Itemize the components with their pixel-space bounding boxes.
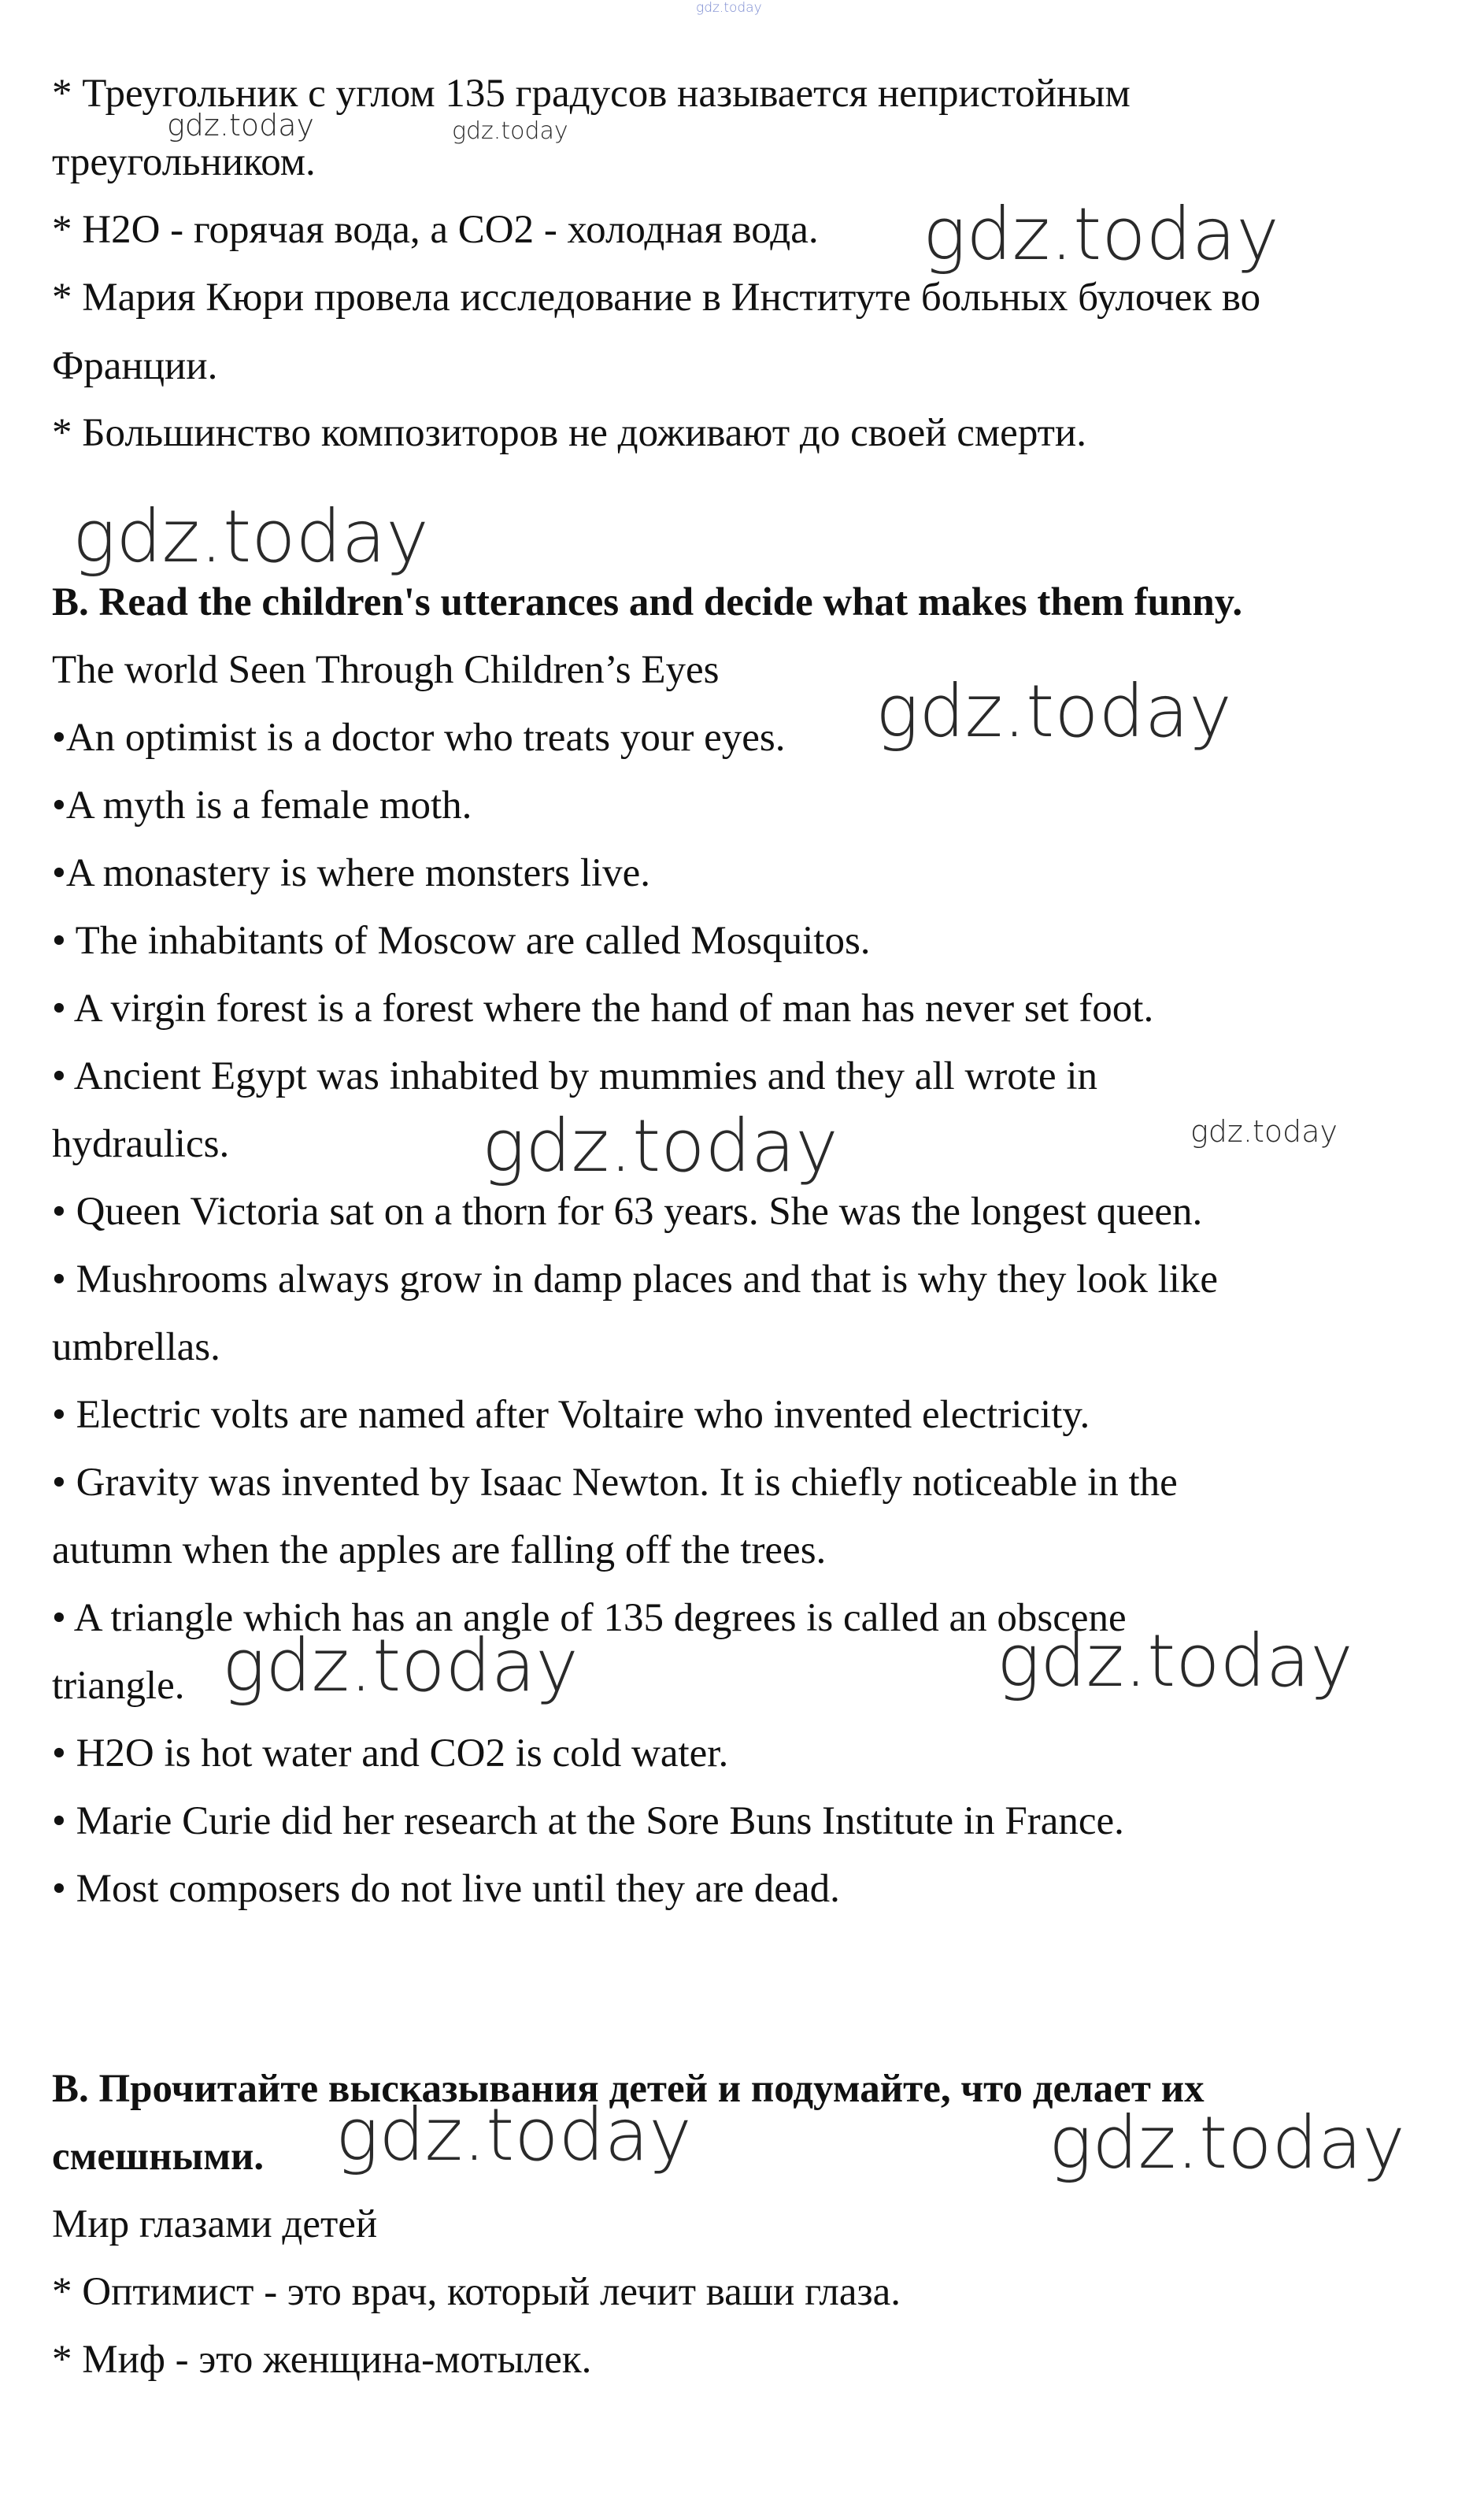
en-line-16: • H2O is hot water and CO2 is cold water. (52, 1731, 729, 1776)
ru-line-3: * H2O - горячая вода, а CO2 - холодная вода. (52, 208, 819, 252)
en-line-1: •An optimist is a doctor who treats your eyes. (52, 716, 786, 760)
en-line-11: • Electric volts are named after Voltaire who invented electricity. (52, 1393, 1090, 1437)
watermark: gdz.today (335, 2093, 692, 2177)
ru-bottom-line-2: * Миф - это женщина-мотылек. (52, 2338, 592, 2382)
en-line-15: triangle. (52, 1664, 185, 1708)
watermark: gdz.today (997, 1619, 1353, 1703)
watermark: gdz.today (1190, 1114, 1338, 1149)
task-heading-ru-2: смешными. (52, 2135, 265, 2179)
en-line-3: •A monastery is where monsters live. (52, 851, 651, 895)
ru-line-1: * Треугольник с углом 135 градусов называется непристойным (52, 72, 1131, 116)
watermark: gdz.today (1049, 2101, 1405, 2185)
ru-line-5: Франции. (52, 344, 218, 388)
en-line-7: hydraulics. (52, 1122, 230, 1166)
en-line-5: • A virgin forest is a forest where the hand of man has never set foot. (52, 987, 1154, 1031)
en-line-12: • Gravity was invented by Isaac Newton. It is chiefly noticeable in the (52, 1461, 1178, 1505)
en-line-18: • Most composers do not live until they are dead. (52, 1867, 840, 1911)
en-line-8: • Queen Victoria sat on a thorn for 63 years. She was the longest queen. (52, 1190, 1203, 1234)
en-line-4: • The inhabitants of Moscow are called Mosquitos. (52, 919, 871, 963)
watermark: gdz.today (222, 1624, 579, 1708)
en-line-17: • Marie Curie did her research at the Sore Buns Institute in France. (52, 1799, 1124, 1843)
ru-line-6: * Большинство композиторов не доживают до своей смерти. (52, 411, 1086, 455)
watermark-top: gdz.today (696, 0, 762, 16)
watermark: gdz.today (72, 494, 429, 579)
english-title: The world Seen Through Children’s Eyes (52, 648, 720, 692)
en-line-9: • Mushrooms always grow in damp places and that is why they look like (52, 1257, 1219, 1302)
ru-bottom-line-1: * Оптимист - это врач, который лечит ваши глаза. (52, 2270, 901, 2314)
watermark: gdz.today (167, 108, 314, 143)
watermark: gdz.today (482, 1104, 838, 1188)
en-line-10: umbrellas. (52, 1325, 220, 1369)
watermark: gdz.today (875, 669, 1232, 754)
en-line-2: •A myth is a female moth. (52, 783, 472, 828)
russian-title: Мир глазами детей (52, 2202, 378, 2246)
ru-line-2: треугольником. (52, 140, 316, 184)
ru-line-4: * Мария Кюри провела исследование в Институте больных булочек во (52, 276, 1261, 320)
en-line-13: autumn when the apples are falling off the trees. (52, 1528, 827, 1572)
watermark: gdz.today (923, 192, 1279, 276)
watermark: gdz.today (452, 117, 568, 145)
en-line-14: • A triangle which has an angle of 135 degrees is called an obscene (52, 1596, 1127, 1640)
task-heading-en: B. Read the children's utterances and decide what makes them funny. (52, 580, 1243, 624)
task-heading-ru-1: B. Прочитайте высказывания детей и подумайте, что делает их (52, 2067, 1205, 2111)
en-line-6: • Ancient Egypt was inhabited by mummies and they all wrote in (52, 1054, 1098, 1098)
